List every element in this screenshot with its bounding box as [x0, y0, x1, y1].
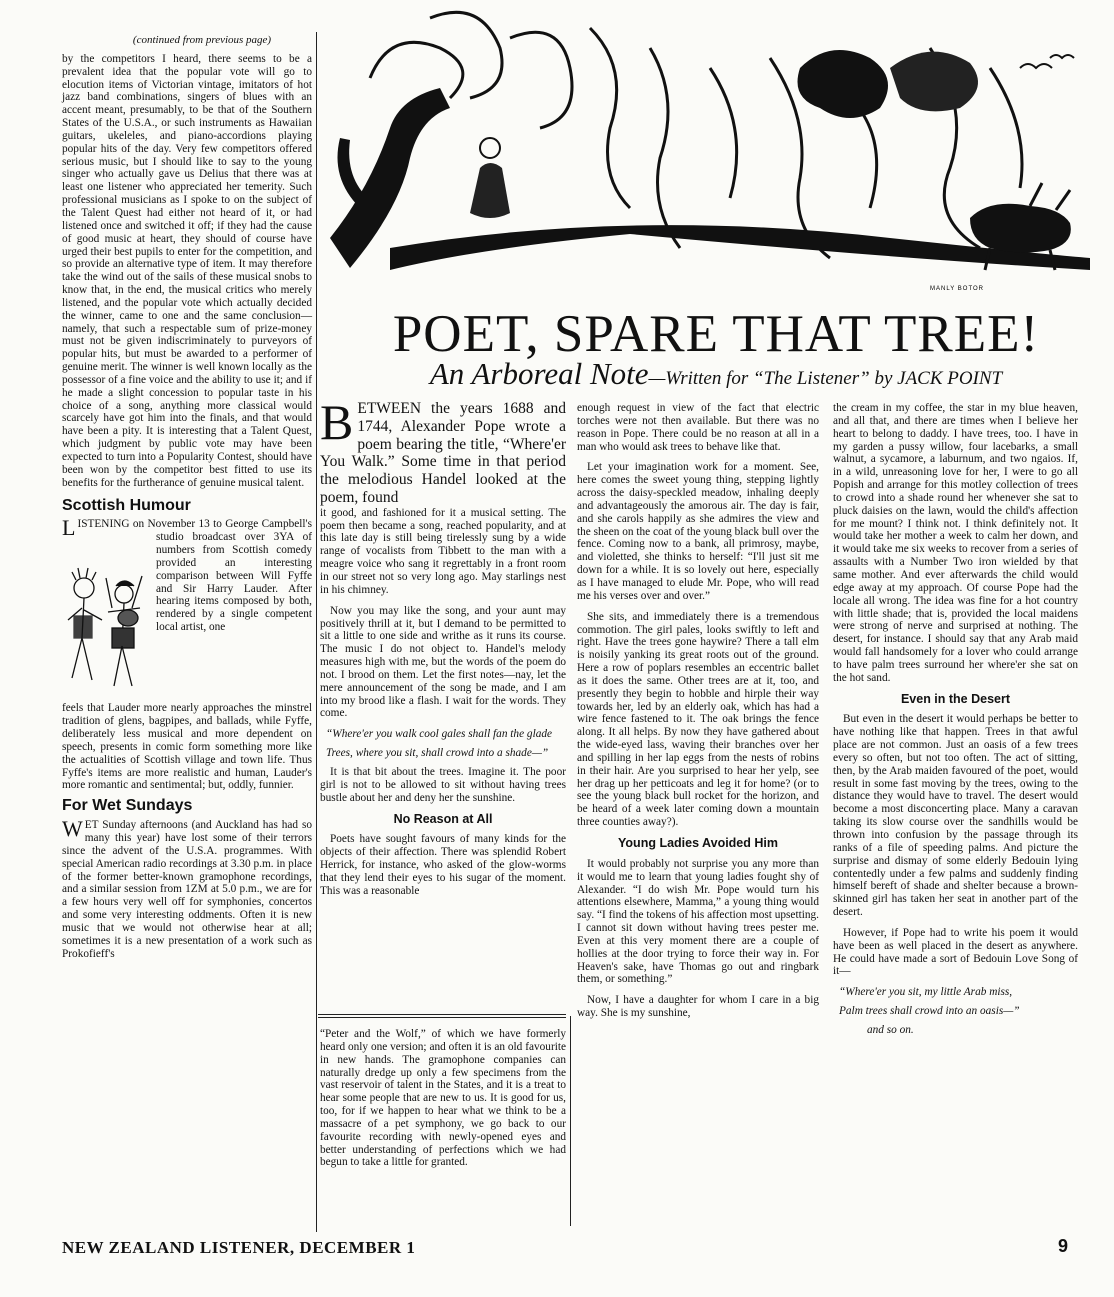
- article-col2-p5: Now, I have a daughter for whom I care in a big way. She is my sunshine,: [577, 994, 819, 1020]
- article-col1-p4: Poets have sought favours of many kinds for the objects of their affection. There was splendid Robert Herrick, for instance, who asked of the glow-worms that they lend their eyes to his sugar of the moment. This was a reasonable: [320, 833, 566, 897]
- desert-verse-1: “Where'er you sit, my little Arab miss,: [839, 986, 1013, 999]
- footer-page-number: 9: [1058, 1236, 1069, 1256]
- article-lead: [320, 394, 566, 507]
- desert-verse-3: and so on.: [867, 1023, 914, 1036]
- wet-sundays-heading: For Wet Sundays: [62, 797, 193, 815]
- article-col2-p4: It would probably not surprise you any more than it would me to learn that young ladies fought shy of Alexander. “I do wish Mr. Pope would turn his attentions elsewhere, Mamma,” a young thing would say. “I find the tokens of his affection most upsetting. I cannot sit down without having trees pester me. Even at this very moment there are a couple of hollies at the door trying to force their way in. For Heaven's sake, have Thomas go out and ringbark them, or something.”: [577, 857, 819, 986]
- lower-center-column: [320, 1028, 566, 1177]
- continued-note: (continued from previous page): [132, 34, 272, 46]
- verse-line-1: “Where'er you walk cool gales shall fan the glade: [326, 728, 553, 741]
- article-col2-p3: She sits, and immediately there is a tremendous commotion. The girl pales, looks swiftly to left and right. Have the trees gone haywire? There a tall elm is noisily yanking its great roots out of the ground. Here a row of poplars resembles an eccentric ballet as it does the same. Other trees are at it, too, and presently they begin to hobble and hirple their way towards her, led by an elderly oak, which has had a wire fence fastened to it. The oak brings the fence along. It all helps. By now they have gathered about the wide-eyed lass, waving their branches over her and spilling in her lap eggs from the nests of robins in their hair. Are you surprised to hear her yelp, see her drag up her petticoats and leg it for home? (or to see the young black bull rocket for the horizon, and be heard of a week later coming down a mountain three counties away?).: [577, 610, 819, 829]
- illustration-signature: MANLY BOTOR: [930, 286, 985, 292]
- intro-paragraph: by the competitors I heard, there seems to be a prevalent idea that the popular vote will go to elocution items of Victorian vintage, imitators of hot jazz band combinations, singers of blues with an accent meant, presumably, to be that of the Southern States of the U.S.A., or such instruments as Hawaiian guitars, ukeleles, and piano-accordions playing popular hits of the day. Very few competitors offered serious music, but I should like to say to the young singer who actually gave us Delius that there was at least one listener who appreciated her temerity. Such professional musicians as I spoke to on the subject of the Talent Quest had either not heard of it, or had listened once and switched it off; if they had the cause of good music at heart, they should of course have urged their best pupils to enter for the competition, and so provide an alternative type of item. It may therefore take the wind out of the sails of these musical snobs to know that, in the end, the musical critics who merely listened, and the popular vote which actually decided the winner, came to one and the same conclusion—namely, that such a respectable sum of prize-money must not be given indiscriminately to purveyors of popular hits, but must be awarded to a performer of genuine merit. The winner is well known locally as the possessor of a fine voice and the ability to use it; and if he made a slight concession to popular taste in his choice of a song, anything more classical would scarcely have got him into the finals, and that would have been a pity. It is interesting that a Talent Quest, which judgment by public vote may have been expected to turn into a Popularity Contest, should have been won by the competitor best fitted to use its benefits for the furtherance of genuine musical talent.: [62, 52, 312, 489]
- trees-illustration: [330, 8, 1090, 308]
- scottish-cartoon-illustration: [62, 558, 150, 698]
- headline-subtitle: An Arboreal Note: [429, 356, 649, 391]
- article-dropcap: B: [320, 394, 354, 450]
- lower-center-paragraph: “Peter and the Wolf,” of which we have formerly heard only one version; and often it is an old favourite in new hands. The gramophone companies can naturally dredge up only a few specimens from the vast reservoir of talent in the States, and it is a treat to hear some people that are new to us. It is good for us, too, for if we happen to hear what we think to be a massacre of a pet symphony, we go back to our favourite recording with newly-opened eyes and better understanding of perfections which we had begun to take a little for granted.: [320, 1028, 566, 1169]
- lower-box-rule-top: [318, 1014, 566, 1015]
- article-col1-p2: Now you may like the song, and your aunt may positively thrill at it, but I demand to be permitted to sit a little to one side and writhe as it runs its course. The music I do not object to. Handel's melody measures high with me, but the words of the poem do not. I brood on them. Let the first notes—nay, let the mere announcement of the song be made, and I am into my brood like a flash. I wait for the words. They come.: [320, 604, 566, 720]
- article-lead-text: the years 1688 and 1744, Alexander Pope wrote a poem bearing the title, “Where'er You Walk.” Some time in that period the melodious Handel looked at the poem, found: [320, 400, 566, 506]
- article-col2-p2: Let your imagination work for a moment. See, here comes the sweet young thing, stepping lightly across the daisy-speckled meadow, inhaling deeply and advantageously the amorous air. The day is fair, and she carols happily as she admires the view and the sheen on the coat of the young black bull over the fence. Coming now to a bank, all primrosy, maybe, and violetted, she thinks to herself: “I'll just sit me down for a while. It is so lovely out here, especially as I have managed to elude Mr. Pope, who will read me his verses over and over.”: [577, 461, 819, 602]
- article-column-3: [833, 402, 1078, 1043]
- headline-title: POET, SPARE THAT TREE!: [392, 305, 1040, 363]
- article-col1-p3: It is that bit about the trees. Imagine it. The poor girl is not to be allowed to sit without having trees bustle about her and deny her the sunshine.: [320, 765, 566, 804]
- wet-sundays-text: ET Sunday afternoons (and Auckland has had so many this year) have lost some of their terrors since the advent of the U.S.A. programmes. With special American radio recordings at 3.30 p.m. in place of the former better-known gramophone recordings, and a similar session from 1ZM at 5.0 p.m., we are for a few hours very well off for symphonies, concertos and some very interesting oddments. Often it is new music that we would not otherwise hear at all; sometimes it is a new presentation of a work such as Prokofieff's: [62, 819, 312, 960]
- footer-publication: NEW ZEALAND LISTENER, DECEMBER 1: [62, 1238, 416, 1257]
- subheading-no-reason: No Reason at All: [393, 811, 493, 826]
- article-lead-caps: ETWEEN: [357, 400, 422, 417]
- article-column-1: [320, 394, 566, 906]
- lower-box-rule-side: [570, 1016, 571, 1226]
- column-rule: [316, 32, 317, 1232]
- article-col1-p1: it good, and fashioned for it a musical setting. The poem then became a song, reached popularity, and at this late day is still being tirelessly sung by a wide range of vocalists from Tibbett to the man with a meagre voice who sang it regrettably in a front room in our street not so very long ago. May starlings nest in his chimney.: [320, 506, 566, 596]
- scottish-initial: L: [62, 515, 76, 541]
- article-col3-p2: But even in the desert it would perhaps be better to have nothing like that happen. Trees in that awful place are not common. Just an oasis of a few trees every so often, but not too often. The act of sitting, then, by the Arab maiden favoured of the poet, would result in some fast moving by the trees, owing to the distance they would have to travel. The desert would become a most disconcerting place. Many a caravan taking its slow course over the sandhills would be thrown into confusion by the passage through its ranks of a file of speeding palms. And picture the surprise and dismay of some elderly Bedouin lying contentedly under a few palms and suddenly finding himself bereft of shade and shelter because a brown-skinned girl has taken her seat in another part of the desert.: [833, 713, 1078, 919]
- scottish-text-1: ISTENING on November 13 to George Campbell's studio broadcast over 3YA of numbers from Scottish comedy provided an interesting comparison between Will Fyffe and Sir Harry Lauder. After hearing items composed by both, rendered by a single competent local artist, one: [77, 518, 312, 634]
- left-column: [62, 34, 312, 968]
- subheading-young-ladies: Young Ladies Avoided Him: [618, 836, 778, 850]
- article-col2-p1: enough request in view of the fact that electric torches were not then available. But there was no reason in Pope. There could be no reason at all in a man who would ask trees to behave like that.: [577, 402, 819, 453]
- verse-line-2: Trees, where you sit, shall crowd into a shade—”: [326, 747, 549, 760]
- subheading-desert: Even in the Desert: [900, 691, 1011, 706]
- scottish-paragraph: [62, 515, 312, 792]
- scottish-heading: Scottish Humour: [62, 496, 191, 514]
- lower-box-rule-top-2: [318, 1017, 566, 1018]
- article-col3-p1: the cream in my coffee, the star in my blue heaven, and all that, and there are times when I believe her heart to belong to daddy. I have trees, too. I have in my garden a pussy willow, four lacebarks, a small walnut, a sycamore, a laburnum, and two ngaios. If, in a wild, unreasoning love for her, I were to go all Popish and arrange for this motley collection of trees to crowd into a shade round her whenever she sat to pluck daisies on the lawn, would the child's affection for me mount? I think not. I think definitely not. It would take her mother a week to calm her down, and it would take me six weeks to recover from a series of assaults with a Number Two iron wielded by that same mother. And ever afterwards the child would edge away at my approach. Of course Pope had the locale all wrong. The idea was fine for a hot country with little shade; that is, provided the local maidens were strong of nerve and surprised at nothing. The desert, for instance. I should say that any Arab maid would fall handsomely for a lover who could arrange to have palm trees surround her where'er she sat on the hot sand.: [833, 402, 1078, 684]
- wet-sundays-paragraph: [62, 816, 312, 960]
- wet-initial: W: [62, 816, 83, 842]
- scottish-text-2: feels that Lauder more nearly approaches the minstrel tradition of glens, bagpipes, and ballads, while Fyffe, deliberately less musical and more dependent on speech, presents in comic form something more like the actualities of Scottish village and town life. Thus Fyffe's items are more realistic and human, Lauder's more romantic and sentimental; but, oddly, funnier.: [62, 702, 312, 792]
- headline-subtitle-line: [322, 356, 1110, 392]
- article-col3-p3: However, if Pope had to write his poem it would have been as well placed in the desert as anywhere. He could have made a sort of Bedouin Love Song of it—: [833, 926, 1078, 978]
- article-column-2: [577, 402, 819, 1028]
- desert-verse-2: Palm trees shall crowd into an oasis—”: [839, 1005, 1020, 1018]
- headline-byline: —Written for “The Listener” by JACK POINT: [648, 368, 1003, 389]
